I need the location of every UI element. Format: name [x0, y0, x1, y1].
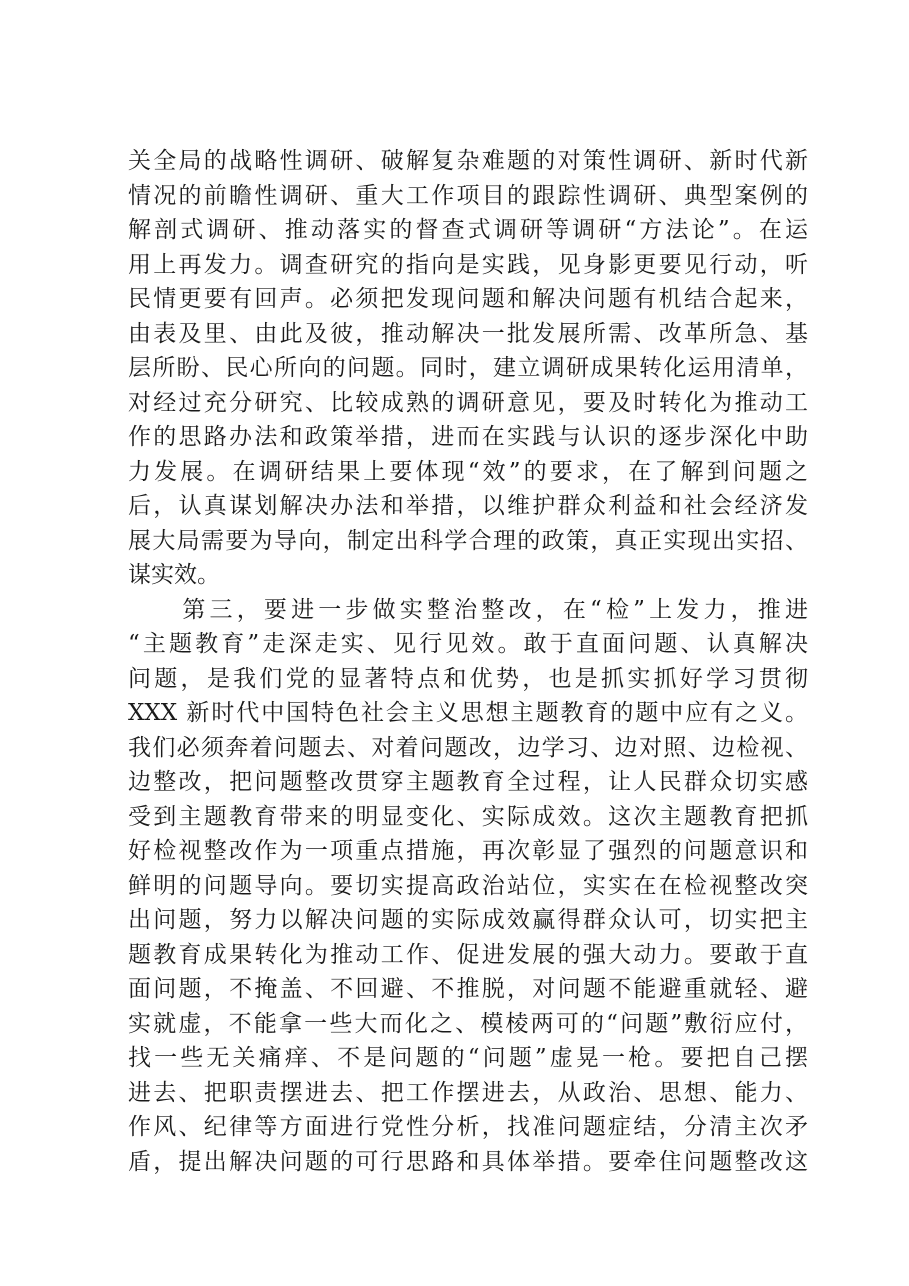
- paragraph-start-line: 第三，要进一步做实整治整改，在“检”上发力，推进: [128, 596, 808, 623]
- text-line: 盾，提出解决问题的可行思路和具体举措。要牵住问题整改这: [128, 1148, 808, 1175]
- text-line: 情况的前瞻性调研、重大工作项目的跟踪性调研、典型案例的: [128, 182, 808, 209]
- text-line: 受到主题教育带来的明显变化、实际成效。这次主题教育把抓: [128, 803, 808, 830]
- text-line: 出问题，努力以解决问题的实际成效赢得群众认可，切实把主: [128, 907, 808, 933]
- text-line: 对经过充分研究、比较成熟的调研意见，要及时转化为推动工: [128, 389, 808, 416]
- paragraph-end-line: 谋实效。: [128, 562, 220, 588]
- text-line: 面问题，不掩盖、不回避、不推脱，对问题不能避重就轻、避: [128, 976, 808, 1002]
- body-text: [128, 144, 808, 1179]
- text-line: 好检视整改作为一项重点措施，再次彰显了强烈的问题意识和: [128, 838, 808, 864]
- text-line: 展大局需要为导向，制定出科学合理的政策，真正实现出实招、: [128, 527, 808, 554]
- text-line: 作的思路办法和政策举措，进而在实践与认识的逐步深化中助: [128, 424, 808, 450]
- text-line: 关全局的战略性调研、破解复杂难题的对策性调研、新时代新: [128, 148, 808, 174]
- text-line: 民情更要有回声。必须把发现问题和解决问题有机结合起来，: [128, 286, 808, 312]
- text-line: 鲜明的问题导向。要切实提高政治站位，实实在在检视整改突: [128, 872, 808, 899]
- text-line: 问题，是我们党的显著特点和优势，也是抓实抓好学习贯彻: [128, 665, 808, 692]
- text-line: 边整改，把问题整改贯穿主题教育全过程，让人民群众切实感: [128, 769, 808, 795]
- text-line: 找一些无关痛痒、不是问题的“问题”虚晃一枪。要把自己摆: [128, 1045, 808, 1071]
- text-line: “主题教育”走深走实、见行见效。敢于直面问题、认真解决: [128, 631, 808, 657]
- text-line: 由表及里、由此及彼，推动解决一批发展所需、改革所急、基: [128, 320, 808, 347]
- text-line: XXX 新时代中国特色社会主义思想主题教育的题中应有之义。: [128, 700, 808, 726]
- text-line: 我们必须奔着问题去、对着问题改，边学习、边对照、边检视、: [128, 734, 808, 761]
- text-line: 用上再发力。调查研究的指向是实践，见身影更要见行动，听: [128, 251, 808, 278]
- text-line: 题教育成果转化为推动工作、促进发展的强大动力。要敢于直: [128, 941, 808, 968]
- text-line: 进去、把职责摆进去、把工作摆进去，从政治、思想、能力、: [128, 1079, 808, 1106]
- text-line: 层所盼、民心所向的问题。同时，建立调研成果转化运用清单，: [128, 355, 808, 381]
- text-line: 解剖式调研、推动落实的督查式调研等调研“方法论”。在运: [128, 217, 808, 243]
- text-line: 作风、纪律等方面进行党性分析，找准问题症结，分清主次矛: [128, 1114, 808, 1140]
- text-line: 力发展。在调研结果上要体现“效”的要求，在了解到问题之: [128, 458, 808, 485]
- text-line: 实就虚，不能拿一些大而化之、模棱两可的“问题”敷衍应付，: [128, 1010, 808, 1037]
- text-line: 后，认真谋划解决办法和举措，以维护群众利益和社会经济发: [128, 493, 808, 519]
